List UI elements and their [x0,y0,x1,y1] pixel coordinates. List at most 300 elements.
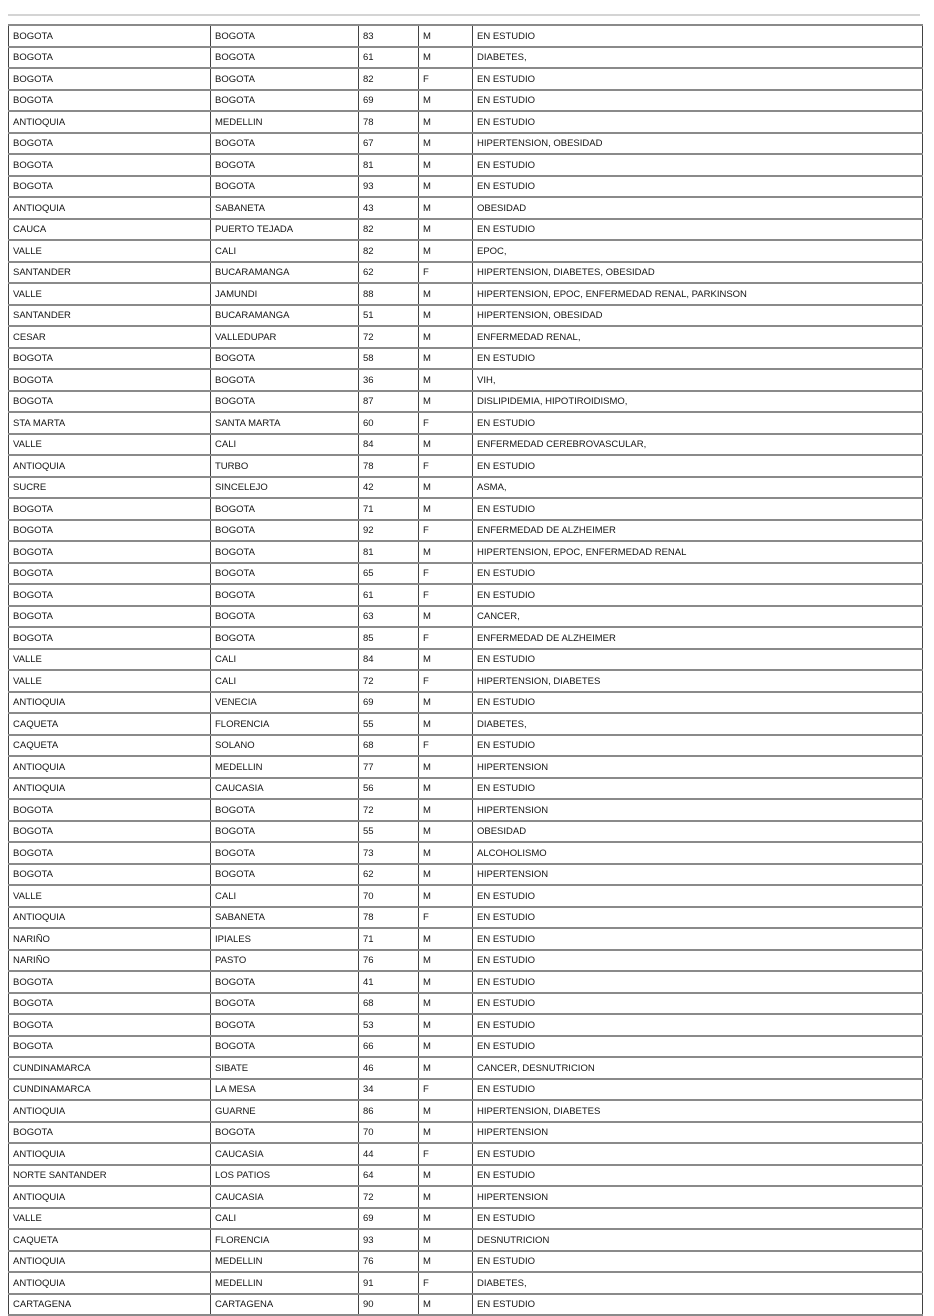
table-row [9,197,923,219]
cell-age: 43 [359,197,419,219]
cell-sex: M [419,756,473,778]
cell-sex: M [419,1186,473,1208]
table-row [9,25,923,47]
table-row [9,283,923,305]
cell-sex: M [419,928,473,950]
cell-sex: F [419,520,473,542]
cell-age: 63 [359,606,419,628]
cell-city: MEDELLIN [211,1272,359,1294]
cell-age: 81 [359,154,419,176]
cell-age: 46 [359,1057,419,1079]
cell-city: JAMUNDI [211,283,359,305]
cell-age: 70 [359,885,419,907]
cell-conditions: EN ESTUDIO [473,111,923,133]
cell-age: 78 [359,111,419,133]
cell-city: SANTA MARTA [211,412,359,434]
cell-conditions: HIPERTENSION [473,1122,923,1144]
cell-age: 93 [359,176,419,198]
cell-conditions: ENFERMEDAD DE ALZHEIMER [473,627,923,649]
cell-age: 72 [359,1186,419,1208]
cell-department: BOGOTA [9,498,211,520]
cell-sex: M [419,219,473,241]
cell-sex: M [419,799,473,821]
cell-sex: F [419,627,473,649]
table-row [9,1229,923,1251]
cell-age: 70 [359,1122,419,1144]
cell-sex: M [419,971,473,993]
cell-age: 56 [359,778,419,800]
cell-age: 34 [359,1079,419,1101]
patient-table-body [9,25,923,1315]
cell-age: 76 [359,950,419,972]
cell-department: ANTIOQUIA [9,907,211,929]
cell-age: 91 [359,1272,419,1294]
cell-department: BOGOTA [9,154,211,176]
cell-age: 73 [359,842,419,864]
cell-department: CESAR [9,326,211,348]
cell-department: BOGOTA [9,842,211,864]
cell-age: 71 [359,498,419,520]
cell-city: BOGOTA [211,1036,359,1058]
cell-city: SABANETA [211,907,359,929]
cell-city: BOGOTA [211,584,359,606]
cell-city: BOGOTA [211,971,359,993]
cell-conditions: EN ESTUDIO [473,154,923,176]
table-row [9,326,923,348]
cell-department: NORTE SANTANDER [9,1165,211,1187]
table-row [9,756,923,778]
table-row [9,735,923,757]
cell-city: BOGOTA [211,176,359,198]
cell-sex: M [419,176,473,198]
cell-conditions: EN ESTUDIO [473,1036,923,1058]
cell-city: BOGOTA [211,369,359,391]
cell-sex: M [419,864,473,886]
cell-city: BOGOTA [211,68,359,90]
cell-sex: F [419,1143,473,1165]
cell-age: 88 [359,283,419,305]
cell-conditions: OBESIDAD [473,821,923,843]
cell-age: 41 [359,971,419,993]
cell-city: BOGOTA [211,1014,359,1036]
table-row [9,713,923,735]
cell-sex: M [419,240,473,262]
table-row [9,606,923,628]
cell-age: 85 [359,627,419,649]
cell-sex: M [419,1229,473,1251]
table-row [9,627,923,649]
cell-conditions: EN ESTUDIO [473,176,923,198]
cell-conditions: EN ESTUDIO [473,498,923,520]
cell-department: ANTIOQUIA [9,778,211,800]
cell-department: BOGOTA [9,520,211,542]
cell-sex: M [419,154,473,176]
cell-department: BOGOTA [9,25,211,47]
cell-age: 83 [359,25,419,47]
cell-age: 72 [359,670,419,692]
cell-age: 68 [359,993,419,1015]
cell-age: 78 [359,455,419,477]
cell-conditions: HIPERTENSION, EPOC, ENFERMEDAD RENAL, PARKINSON [473,283,923,305]
cell-department: BOGOTA [9,864,211,886]
table-row [9,692,923,714]
cell-sex: M [419,47,473,69]
cell-department: CAQUETA [9,713,211,735]
cell-age: 62 [359,864,419,886]
cell-sex: M [419,1251,473,1273]
cell-sex: M [419,606,473,628]
table-row [9,971,923,993]
cell-department: BOGOTA [9,1036,211,1058]
table-row [9,1014,923,1036]
cell-sex: M [419,498,473,520]
cell-conditions: EN ESTUDIO [473,692,923,714]
cell-department: BOGOTA [9,68,211,90]
cell-conditions: HIPERTENSION [473,799,923,821]
cell-department: VALLE [9,649,211,671]
cell-sex: M [419,649,473,671]
table-row [9,1122,923,1144]
cell-conditions: ASMA, [473,477,923,499]
cell-city: BOGOTA [211,799,359,821]
cell-department: BOGOTA [9,133,211,155]
table-row [9,348,923,370]
cell-conditions: VIH, [473,369,923,391]
cell-age: 55 [359,821,419,843]
table-row [9,240,923,262]
cell-city: BOGOTA [211,1122,359,1144]
cell-age: 86 [359,1100,419,1122]
cell-department: ANTIOQUIA [9,1100,211,1122]
cell-conditions: EN ESTUDIO [473,950,923,972]
cell-sex: M [419,391,473,413]
cell-conditions: DIABETES, [473,713,923,735]
cell-age: 82 [359,240,419,262]
cell-age: 42 [359,477,419,499]
cell-city: CALI [211,670,359,692]
cell-age: 61 [359,47,419,69]
cell-sex: F [419,1079,473,1101]
cell-city: LOS PATIOS [211,1165,359,1187]
cell-city: FLORENCIA [211,1229,359,1251]
cell-sex: M [419,885,473,907]
cell-conditions: HIPERTENSION, OBESIDAD [473,305,923,327]
cell-department: CARTAGENA [9,1294,211,1316]
page-top-divider [8,14,920,16]
cell-city: BOGOTA [211,498,359,520]
table-row [9,842,923,864]
cell-conditions: ENFERMEDAD DE ALZHEIMER [473,520,923,542]
table-row [9,391,923,413]
cell-sex: M [419,434,473,456]
cell-city: VENECIA [211,692,359,714]
cell-age: 51 [359,305,419,327]
cell-age: 78 [359,907,419,929]
cell-age: 92 [359,520,419,542]
table-row [9,434,923,456]
cell-department: VALLE [9,240,211,262]
cell-age: 69 [359,692,419,714]
cell-conditions: EN ESTUDIO [473,1079,923,1101]
cell-conditions: EN ESTUDIO [473,649,923,671]
cell-conditions: EN ESTUDIO [473,563,923,585]
cell-sex: F [419,412,473,434]
cell-city: BOGOTA [211,993,359,1015]
table-row [9,369,923,391]
cell-city: BOGOTA [211,541,359,563]
table-row [9,1272,923,1294]
cell-city: PASTO [211,950,359,972]
cell-department: ANTIOQUIA [9,1272,211,1294]
cell-city: SOLANO [211,735,359,757]
cell-department: BOGOTA [9,90,211,112]
table-row [9,799,923,821]
cell-age: 82 [359,68,419,90]
cell-sex: M [419,950,473,972]
cell-city: IPIALES [211,928,359,950]
cell-age: 44 [359,1143,419,1165]
cell-city: CAUCASIA [211,778,359,800]
table-row [9,1057,923,1079]
cell-conditions: HIPERTENSION [473,1186,923,1208]
cell-department: SUCRE [9,477,211,499]
cell-conditions: DESNUTRICION [473,1229,923,1251]
cell-city: BOGOTA [211,348,359,370]
cell-city: CALI [211,1208,359,1230]
cell-age: 55 [359,713,419,735]
cell-department: SANTANDER [9,262,211,284]
cell-conditions: HIPERTENSION, OBESIDAD [473,133,923,155]
cell-age: 77 [359,756,419,778]
cell-sex: M [419,993,473,1015]
table-row [9,649,923,671]
cell-department: BOGOTA [9,584,211,606]
table-row [9,778,923,800]
cell-conditions: EN ESTUDIO [473,907,923,929]
cell-department: BOGOTA [9,391,211,413]
table-row [9,219,923,241]
cell-sex: F [419,584,473,606]
cell-conditions: HIPERTENSION, DIABETES, OBESIDAD [473,262,923,284]
table-row [9,907,923,929]
cell-age: 72 [359,326,419,348]
table-row [9,1143,923,1165]
table-row [9,1251,923,1273]
cell-department: CAQUETA [9,735,211,757]
cell-sex: M [419,305,473,327]
table-row [9,498,923,520]
cell-conditions: EN ESTUDIO [473,971,923,993]
cell-sex: M [419,1294,473,1316]
cell-city: CAUCASIA [211,1186,359,1208]
cell-age: 68 [359,735,419,757]
cell-city: BOGOTA [211,391,359,413]
cell-department: VALLE [9,670,211,692]
cell-department: CAUCA [9,219,211,241]
cell-age: 72 [359,799,419,821]
cell-department: ANTIOQUIA [9,692,211,714]
cell-sex: M [419,197,473,219]
table-row [9,1186,923,1208]
table-row [9,111,923,133]
cell-department: BOGOTA [9,993,211,1015]
cell-city: BOGOTA [211,154,359,176]
table-row [9,1079,923,1101]
cell-age: 61 [359,584,419,606]
cell-conditions: DIABETES, [473,47,923,69]
cell-city: PUERTO TEJADA [211,219,359,241]
cell-sex: M [419,1100,473,1122]
cell-sex: F [419,262,473,284]
cell-department: NARIÑO [9,950,211,972]
cell-sex: F [419,907,473,929]
cell-city: CALI [211,240,359,262]
cell-age: 71 [359,928,419,950]
cell-department: BOGOTA [9,821,211,843]
cell-city: BOGOTA [211,90,359,112]
cell-sex: M [419,326,473,348]
cell-sex: M [419,1208,473,1230]
cell-sex: F [419,563,473,585]
cell-department: ANTIOQUIA [9,197,211,219]
cell-age: 69 [359,1208,419,1230]
table-row [9,154,923,176]
cell-city: CARTAGENA [211,1294,359,1316]
cell-conditions: HIPERTENSION, DIABETES [473,670,923,692]
cell-department: BOGOTA [9,541,211,563]
cell-department: BOGOTA [9,47,211,69]
cell-sex: M [419,821,473,843]
cell-conditions: EN ESTUDIO [473,25,923,47]
table-row [9,412,923,434]
cell-sex: M [419,1165,473,1187]
table-row [9,821,923,843]
cell-department: ANTIOQUIA [9,1186,211,1208]
cell-age: 62 [359,262,419,284]
cell-city: TURBO [211,455,359,477]
cell-conditions: ALCOHOLISMO [473,842,923,864]
cell-sex: M [419,1057,473,1079]
cell-age: 64 [359,1165,419,1187]
cell-conditions: HIPERTENSION [473,756,923,778]
cell-department: BOGOTA [9,971,211,993]
cell-city: SIBATE [211,1057,359,1079]
cell-sex: M [419,1036,473,1058]
cell-department: ANTIOQUIA [9,1251,211,1273]
cell-sex: M [419,111,473,133]
cell-conditions: EN ESTUDIO [473,455,923,477]
cell-department: NARIÑO [9,928,211,950]
cell-sex: M [419,842,473,864]
table-row [9,133,923,155]
cell-sex: M [419,778,473,800]
cell-age: 93 [359,1229,419,1251]
cell-conditions: EPOC, [473,240,923,262]
cell-conditions: EN ESTUDIO [473,90,923,112]
cell-age: 53 [359,1014,419,1036]
cell-sex: M [419,713,473,735]
cell-department: SANTANDER [9,305,211,327]
cell-age: 69 [359,90,419,112]
cell-conditions: EN ESTUDIO [473,1143,923,1165]
cell-age: 76 [359,1251,419,1273]
cell-city: BOGOTA [211,25,359,47]
cell-city: LA MESA [211,1079,359,1101]
cell-city: BOGOTA [211,842,359,864]
cell-department: BOGOTA [9,176,211,198]
cell-sex: M [419,348,473,370]
cell-conditions: EN ESTUDIO [473,993,923,1015]
table-row [9,928,923,950]
cell-conditions: EN ESTUDIO [473,885,923,907]
cell-city: CALI [211,649,359,671]
cell-department: BOGOTA [9,627,211,649]
table-row [9,477,923,499]
cell-conditions: EN ESTUDIO [473,778,923,800]
cell-sex: F [419,1272,473,1294]
cell-conditions: CANCER, DESNUTRICION [473,1057,923,1079]
cell-city: FLORENCIA [211,713,359,735]
table-row [9,584,923,606]
cell-city: CAUCASIA [211,1143,359,1165]
cell-conditions: DISLIPIDEMIA, HIPOTIROIDISMO, [473,391,923,413]
table-row [9,1208,923,1230]
cell-conditions: OBESIDAD [473,197,923,219]
table-row [9,68,923,90]
cell-conditions: EN ESTUDIO [473,348,923,370]
cell-conditions: EN ESTUDIO [473,735,923,757]
cell-sex: M [419,283,473,305]
cell-age: 82 [359,219,419,241]
cell-department: BOGOTA [9,369,211,391]
cell-conditions: ENFERMEDAD RENAL, [473,326,923,348]
cell-city: CALI [211,434,359,456]
table-row [9,563,923,585]
table-row [9,520,923,542]
cell-sex: M [419,541,473,563]
cell-conditions: HIPERTENSION, EPOC, ENFERMEDAD RENAL [473,541,923,563]
cell-sex: M [419,133,473,155]
cell-age: 87 [359,391,419,413]
cell-department: VALLE [9,283,211,305]
cell-conditions: EN ESTUDIO [473,1208,923,1230]
cell-department: VALLE [9,1208,211,1230]
cell-conditions: EN ESTUDIO [473,1294,923,1316]
cell-department: VALLE [9,885,211,907]
cell-city: BUCARAMANGA [211,262,359,284]
cell-age: 65 [359,563,419,585]
cell-conditions: EN ESTUDIO [473,412,923,434]
table-row [9,670,923,692]
cell-department: BOGOTA [9,1014,211,1036]
cell-department: BOGOTA [9,348,211,370]
cell-city: BOGOTA [211,520,359,542]
cell-conditions: EN ESTUDIO [473,584,923,606]
cell-conditions: ENFERMEDAD CEREBROVASCULAR, [473,434,923,456]
table-row [9,993,923,1015]
table-row [9,1294,923,1316]
cell-age: 66 [359,1036,419,1058]
cell-age: 90 [359,1294,419,1316]
cell-city: SINCELEJO [211,477,359,499]
table-row [9,1100,923,1122]
cell-age: 84 [359,649,419,671]
cell-age: 36 [359,369,419,391]
table-row [9,864,923,886]
cell-city: BOGOTA [211,627,359,649]
cell-conditions: EN ESTUDIO [473,219,923,241]
cell-department: CUNDINAMARCA [9,1057,211,1079]
